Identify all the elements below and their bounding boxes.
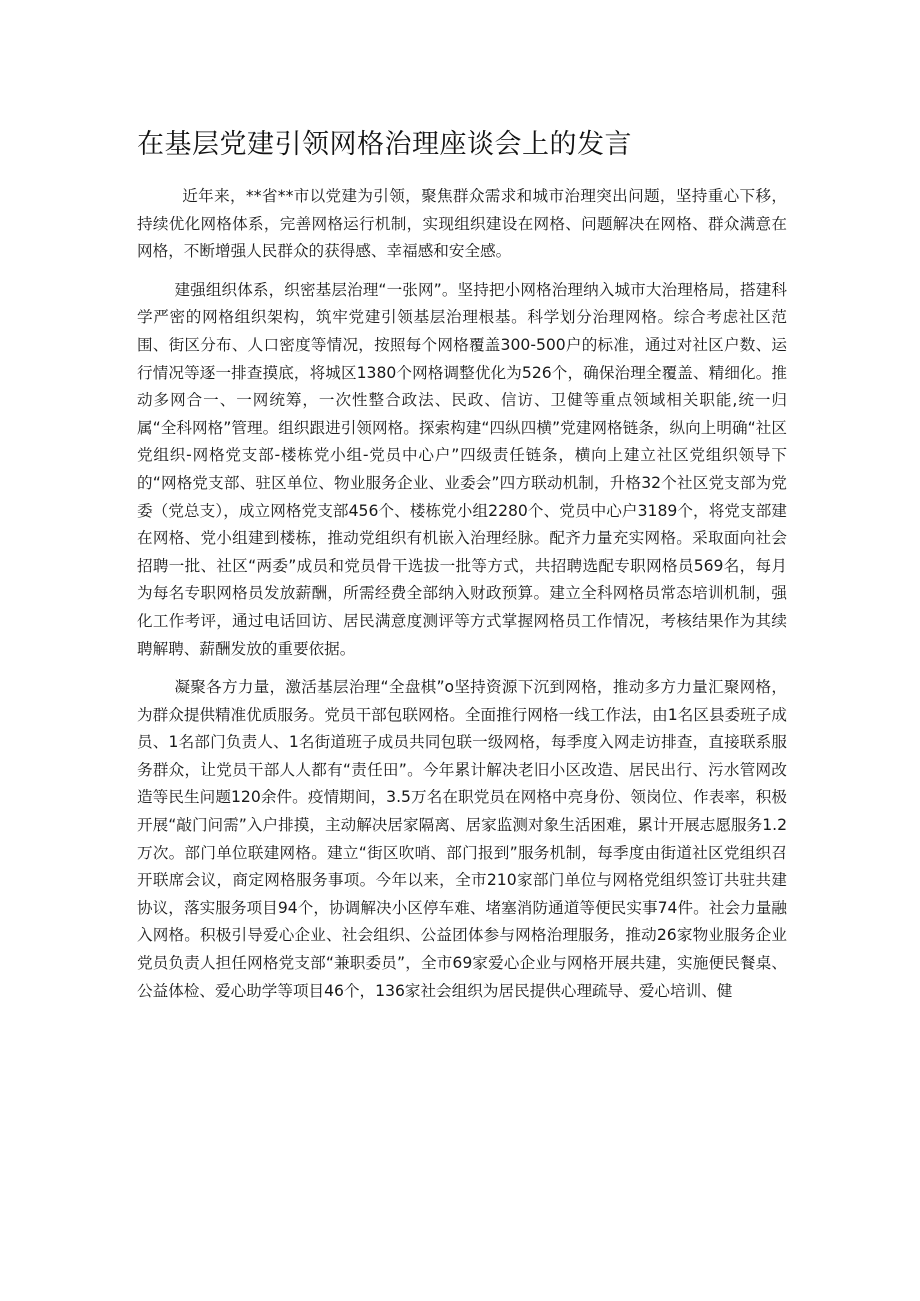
paragraph-organization-system: 建强组织体系，织密基层治理“一张网”。坚持把小网格治理纳入城市大治理格局，搭建科学严密的网格组织架构，筑牢党建引领基层治理根基。科学划分治理网格。综合考虑社区范围、街区分布、人口密度等情况，按照每个网格覆盖300-500户的标准，通过对社区户数、运行情况等逐一排查摸底，将城区1380个网格调整优化为526个，确保治理全覆盖、精细化。推动多网合一、一网统筹，一次性整合政法、民政、信访、卫健等重点领域相关职能,统一归属“全科网格”管理。组织跟进引领网格。探索构建“四纵四横”党建网格链条，纵向上明确“社区党组织-网格党支部-楼栋党小组-党员中心户”四级责任链条，横向上建立社区党组织领导下的“网格党支部、驻区单位、物业服务企业、业委会”四方联动机制，升格32个社区党支部为党委（党总支），成立网格党支部456个、楼栋党小组2280个、党员中心户3189个，将党支部建在网格、党小组建到楼栋，推动党组织有机嵌入治理经脉。配齐力量充实网格。采取面向社会招聘一批、社区“两委”成员和党员骨干选拔一批等方式，共招聘选配专职网格员569名，每月为每名专职网格员发放薪酬，所需经费全部纳入财政预算。建立全科网格员常态培训机制，强化工作考评，通过电话回访、居民满意度测评等方式掌握网格员工作情况，考核结果作为其续聘解聘、薪酬发放的重要依据。 [137, 280, 787, 658]
paragraph-joint-forces: 凝聚各方力量，激活基层治理“全盘棋”o坚持资源下沉到网格，推动多方力量汇聚网格，为群众提供精准优质服务。党员干部包联网格。全面推行网格一线工作法，由1名区县委班子成员、1名部门负责人、1名街道班子成员共同包联一级网格，每季度入网走访排查，直接联系服务群众，让党员干部人人都有“责任田”。今年累计解决老旧小区改造、居民出行、污水管网改造等民生问题120余件。疫情期间，3.5万名在职党员在网格中亮身份、领岗位、作表率，积极开展“敲门问需”入户排摸，主动解决居家隔离、居家监测对象生活困难，累计开展志愿服务1.2万次。部门单位联建网格。建立“街区吹哨、部门报到”服务机制，每季度由街道社区党组织召开联席会议，商定网格服务事项。今年以来，全市210家部门单位与网格党组织签订共驻共建协议，落实服务项目94个，协调解决小区停车难、堵塞消防通道等便民实事74件。社会力量融入网格。积极引导爱心企业、社会组织、公益团体参与网格治理服务，推动26家物业服务企业党员负责人担任网格党支部“兼职委员”，全市69家爱心企业与网格开展共建，实施便民餐桌、公益体检、爱心助学等项目46个，136家社会组织为居民提供心理疏导、爱心培训、健 [137, 678, 787, 1000]
document-body [137, 183, 787, 1005]
paragraph-intro: 近年来，**省**市以党建为引领，聚焦群众需求和城市治理突出问题，坚持重心下移，持续优化网格体系，完善网格运行机制，实现组织建设在网格、问题解决在网格、群众满意在网格，不断增强人民群众的获得感、幸福感和安全感。 [137, 187, 787, 261]
document-title: 在基层党建引领网格治理座谈会上的发言 [137, 129, 632, 160]
